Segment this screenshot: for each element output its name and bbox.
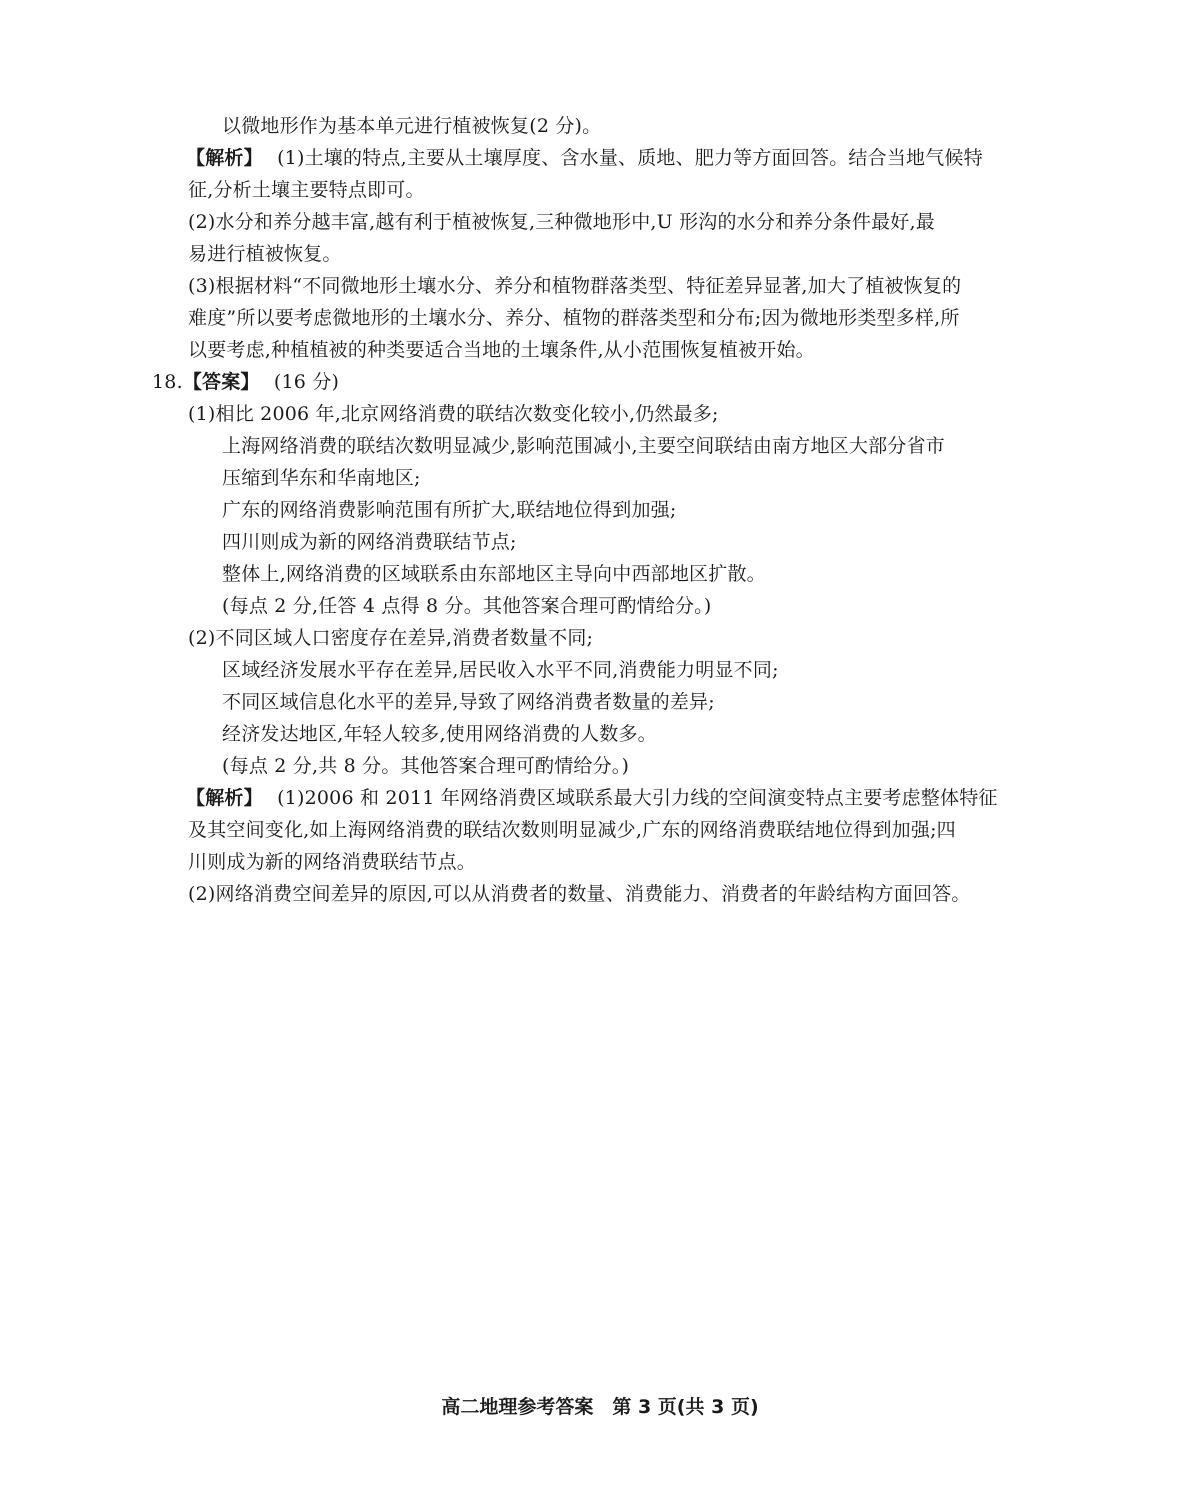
q17-analysis-text-4: 易进行植被恢复。 [188, 243, 342, 265]
analysis-label: 【解析】 [186, 147, 263, 169]
q18-score: (16 分) [273, 371, 340, 393]
q18-part1-line-6: 整体上,网络消费的区域联系由东部地区主导向中西部地区扩散。 [222, 563, 766, 585]
q17-analysis-text-1: (1)土壤的特点,主要从土壤厚度、含水量、质地、肥力等方面回答。结合当地气候特 [277, 147, 983, 169]
q18-heading [152, 369, 339, 395]
answer-label: 【答案】 [182, 371, 260, 393]
page-footer: 高二地理参考答案 第 3 页(共 3 页) [441, 1396, 759, 1418]
q18-part2-line-4: 经济发达地区,年轻人较多,使用网络消费的人数多。 [222, 723, 657, 745]
q18-part2-line-3: 不同区域信息化水平的差异,导致了网络消费者数量的差异; [222, 691, 715, 713]
analysis-label: 【解析】 [186, 787, 263, 809]
q18-part1-line-5: 四川则成为新的网络消费联结节点; [222, 531, 517, 553]
q18-part1-line-3: 压缩到华东和华南地区; [222, 467, 421, 489]
q18-part1-line-2: 上海网络消费的联结次数明显减少,影响范围减小,主要空间联结由南方地区大部分省市 [222, 435, 945, 457]
q18-analysis-text-1: (1)2006 和 2011 年网络消费区域联系最大引力线的空间演变特点主要考虑整体特征 [277, 787, 998, 809]
q17-analysis-text-2: 征,分析土壤主要特点即可。 [188, 179, 425, 201]
q18-part1-line-4: 广东的网络消费影响范围有所扩大,联结地位得到加强; [222, 499, 677, 521]
q17-analysis-text-7: 以要考虑,种植植被的种类要适合当地的土壤条件,从小范围恢复植被开始。 [188, 339, 815, 361]
q17-answer-last-line: 以微地形作为基本单元进行植被恢复(2 分)。 [222, 115, 602, 137]
q18-part1-line-1: (1)相比 2006 年,北京网络消费的联结次数变化较小,仍然最多; [188, 403, 719, 425]
q18-analysis-text-3: 川则成为新的网络消费联结节点。 [188, 851, 477, 873]
q18-analysis-line [186, 785, 998, 811]
q18-analysis-text-2: 及其空间变化,如上海网络消费的联结次数则明显减少,广东的网络消费联结地位得到加强;四 [188, 819, 956, 841]
q17-analysis-text-6: 难度”所以要考虑微地形的土壤水分、养分、植物的群落类型和分布;因为微地形类型多样,所 [188, 307, 960, 329]
q18-part2-scoring-note: (每点 2 分,共 8 分。其他答案合理可酌情给分。) [222, 755, 630, 777]
q18-analysis-text-4: (2)网络消费空间差异的原因,可以从消费者的数量、消费能力、消费者的年龄结构方面回答。 [188, 883, 971, 905]
q18-number: 18. [152, 371, 183, 393]
q17-analysis-text-3: (2)水分和养分越丰富,越有利于植被恢复,三种微地形中,U 形沟的水分和养分条件最好,最 [188, 211, 935, 233]
q18-part2-line-1: (2)不同区域人口密度存在差异,消费者数量不同; [188, 627, 594, 649]
q18-part2-line-2: 区域经济发展水平存在差异,居民收入水平不同,消费能力明显不同; [222, 659, 779, 681]
q18-part1-scoring-note: (每点 2 分,任答 4 点得 8 分。其他答案合理可酌情给分。) [222, 595, 712, 617]
q17-analysis-text-5: (3)根据材料“不同微地形土壤水分、养分和植物群落类型、特征差异显著,加大了植被恢复的 [188, 275, 962, 297]
q17-analysis-line [186, 145, 983, 171]
